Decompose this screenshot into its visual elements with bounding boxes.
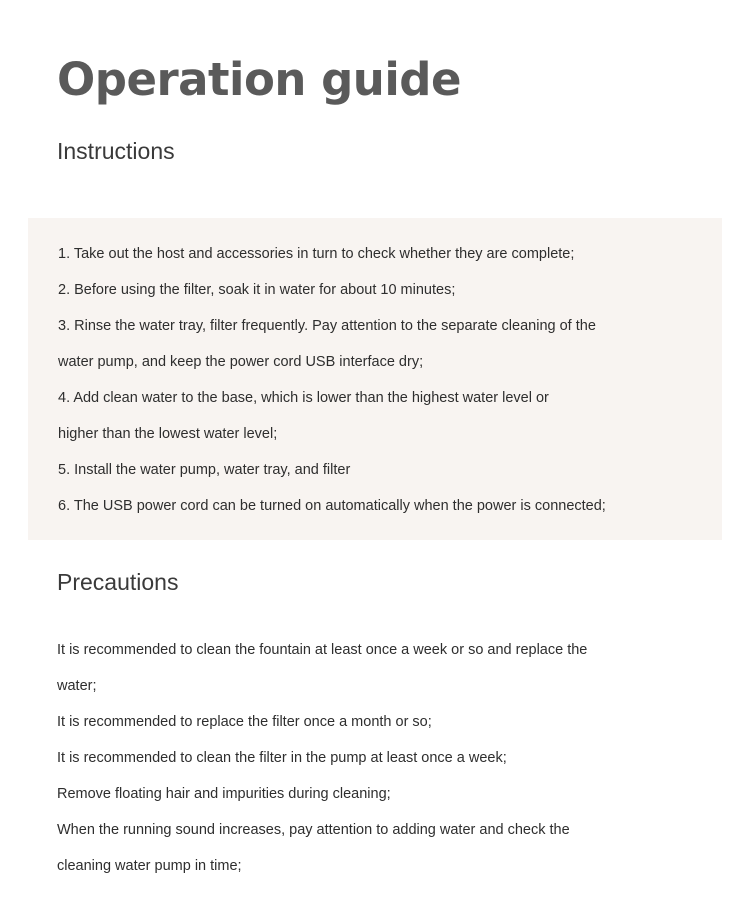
instructions-heading: Instructions [57, 138, 175, 164]
instructions-panel [28, 218, 722, 540]
instruction-item-3 [58, 308, 606, 380]
instruction-line: water pump, and keep the power cord USB interface dry; [58, 354, 424, 370]
precaution-item-3 [57, 740, 587, 776]
instruction-item-2 [58, 272, 606, 308]
precautions-list [57, 632, 587, 884]
instruction-line: 6. The USB power cord can be turned on automatically when the power is connected; [58, 498, 606, 514]
precaution-line: water; [57, 678, 97, 694]
precaution-line: It is recommended to clean the filter in the pump at least once a week; [57, 750, 507, 766]
instruction-line: 5. Install the water pump, water tray, and filter [58, 462, 351, 478]
precautions-heading: Precautions [57, 569, 179, 595]
precaution-item-5 [57, 812, 587, 884]
instruction-item-1 [58, 236, 606, 272]
precaution-line: Remove floating hair and impurities during cleaning; [57, 786, 391, 802]
precaution-item-4 [57, 776, 587, 812]
instruction-line: higher than the lowest water level; [58, 426, 278, 442]
instruction-item-4 [58, 380, 606, 452]
instruction-line: 4. Add clean water to the base, which is lower than the highest water level or [58, 390, 549, 406]
instruction-item-5 [58, 452, 606, 488]
instructions-list [58, 236, 606, 524]
precaution-line: cleaning water pump in time; [57, 858, 242, 874]
instruction-line: 3. Rinse the water tray, filter frequently. Pay attention to the separate cleaning of the [58, 318, 596, 334]
page-title: Operation guide [57, 53, 462, 106]
precaution-line: When the running sound increases, pay attention to adding water and check the [57, 822, 570, 838]
instruction-item-6 [58, 488, 606, 524]
precaution-item-2 [57, 704, 587, 740]
instruction-line: 2. Before using the filter, soak it in water for about 10 minutes; [58, 282, 456, 298]
precaution-line: It is recommended to clean the fountain at least once a week or so and replace the [57, 642, 588, 658]
precaution-line: It is recommended to replace the filter once a month or so; [57, 714, 432, 730]
precaution-item-1 [57, 632, 587, 704]
instruction-line: 1. Take out the host and accessories in turn to check whether they are complete; [58, 246, 575, 262]
